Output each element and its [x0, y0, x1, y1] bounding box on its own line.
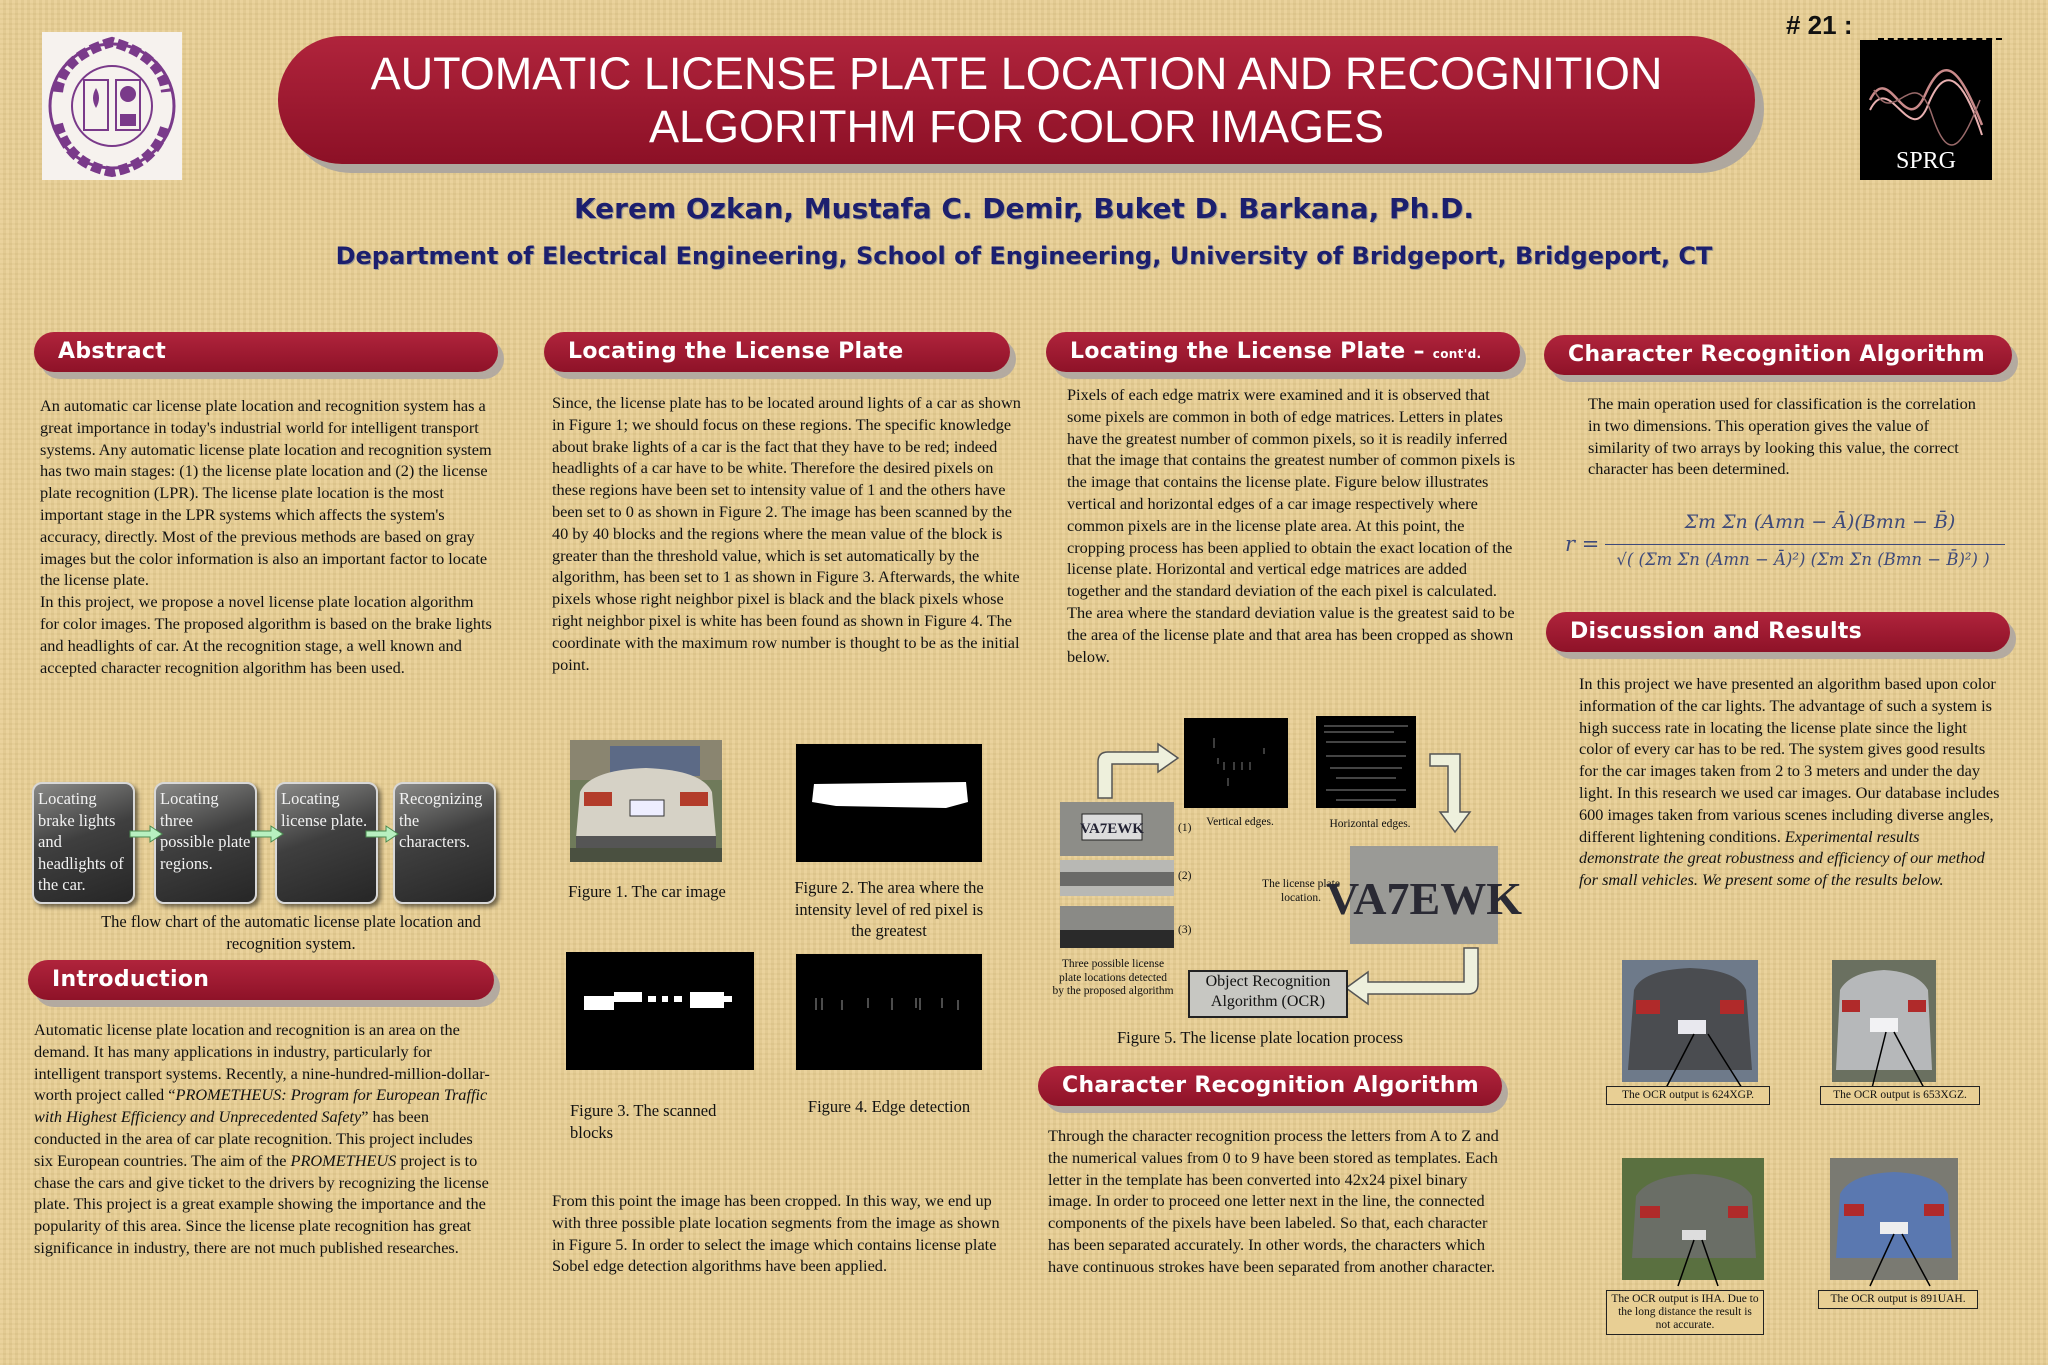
flow-step-2: Locating three possible plate regions.: [154, 782, 257, 904]
char-rec-1-text: The main operation used for classification is the correlation in two dimensions. This operation gives the value of similarity of two arrays by looking this value, the correct character has been determined.: [1588, 394, 1976, 479]
flow-step-3: Locating license plate.: [275, 782, 378, 904]
ocr-result-2: The OCR output is 653XGZ.: [1820, 1086, 1980, 1105]
ocr-result-3: The OCR output is IHA. Due to the long distance the result is not accurate.: [1606, 1290, 1764, 1335]
three-possible-caption: Three possible license plate locations detected by the proposed algorithm: [1052, 958, 1174, 997]
locating-contd-heading: Locating the License Plate – cont'd.: [1046, 332, 1520, 372]
abstract-heading: Abstract: [34, 332, 498, 372]
locating-text: Since, the license plate has to be located around lights of a car as shown in Figure 1; we should focus on these regions. The specific knowledge about brake lights of a car is the fact that they have to be red; indeed headlights of a car have to be white. Therefore the desired pixels on these regions have been set to intensity value of 1 and the others have been set to 0 as shown in Figure 2. The image has been scanned by the 40 by 40 blocks and the regions where the mean value of the block is greater than the threshold value, which is set automatically by the algorithm, has been set to 1 as shown in Figure 3. Afterwards, the white pixels whose right neighbor pixel is black and the black pixels whose right neighbor pixel is white has been found as shown in Figure 4. The coordinate with the maximum row number is thought to be as the initial point.: [552, 393, 1021, 674]
equation-denominator: √( (Σm Σn (Amn − Ā)²) (Σm Σn (Bmn − B̄)²) ): [1616, 550, 1990, 569]
figure-3-scanned-blocks: [566, 952, 754, 1070]
vertical-edges-image: [1184, 718, 1288, 808]
figure-4-caption: Figure 4. Edge detection: [807, 1097, 971, 1116]
correlation-equation: [1565, 508, 2005, 590]
flowchart-caption: The flow chart of the automatic license plate location and recognition system.: [101, 912, 481, 953]
cropped-plate-image: [1326, 846, 1522, 944]
plate-candidate-2: [1060, 860, 1174, 896]
figure-1-car-image: [570, 740, 722, 862]
locating-contd-text: Pixels of each edge matrix were examined and it is observed that some pixels are common in both of edge matrices. Letters in plates have the greatest number of common pixels, so it is readily inferred that the image that contains the greatest number of common pixels is the image that contains the license plate. Figure below illustrates vertical and horizontal edges of a car image respectively where common pixels are in the license plate area. At this point, the cropping process has been applied to obtain the exact location of the license plate. Horizontal and vertical edge matrices are added together and the standard deviation of the each pixel is calculated. The area where the standard deviation value is the greatest said to be the area of the license plate and that area has been cropped as shown below.: [1067, 385, 1516, 666]
figure-5-caption: Figure 5. The license plate location process: [1116, 1028, 1404, 1047]
figure-5-arrow-back-icon: [1344, 948, 1478, 1008]
svg-text:VA7EWK: VA7EWK: [1080, 821, 1144, 837]
flow-arrow-icon: [130, 826, 162, 842]
poster-number: # 21 :: [1786, 10, 1853, 40]
introduction-text: Automatic license plate location and recognition is an area on the demand. It has many applications in industry, particularly for intelligent transport systems. Recently, a nine-hundred-million-dollar-worth project called “PROMETHEUS: Program for European Traffic with Highest Efficiency and Unprecedented Safety” has been conducted in the area of car plate recognition. This project includes six European countries. The aim of the PROMETHEUS project is to chase the cars and give ticket to the drivers by recognizing the license plate. This project is a great example showing the importance and the popularity of this area. Since the license plate recognition has great significance in industry, there are not much published researches.: [34, 1020, 490, 1257]
abstract-text: [40, 395, 496, 678]
affiliation-line: Department of Electrical Engineering, School of Engineering, University of Bridgeport, Bridgeport, CT: [335, 242, 1713, 270]
result-car-3: [1622, 1158, 1764, 1280]
label-3: (3): [1178, 924, 1192, 936]
char-rec-2-text: Through the character recognition process the letters from A to Z and the numerical values from 0 to 9 have been stored as templates. Each letter in the template has been converted into 42x24 pixel binary image. In order to proceed one letter next in the line, the connected components of the pixels have been labeled. So that, each character has been separated accurately. In other words, the characters which have continuous strokes have been separated from another character.: [1048, 1126, 1499, 1276]
flow-arrow-icon: [366, 826, 398, 842]
svg-text:SPRG: SPRG: [1895, 148, 1957, 174]
introduction-heading: Introduction: [28, 960, 494, 1000]
flow-step-4: Recognizing the characters.: [393, 782, 496, 904]
ocr-result-1: The OCR output is 624XGP.: [1606, 1086, 1770, 1105]
flow-arrow-icon: [251, 826, 283, 842]
authors-line: Kerem Ozkan, Mustafa C. Demir, Buket D. Barkana, Ph.D.: [573, 192, 1475, 225]
plate-location-caption: The license plate location.: [1262, 878, 1340, 904]
sprg-waveform-icon: [1860, 40, 1992, 180]
figure-4-edge-detection: [796, 954, 982, 1070]
ocr-box: Object Recognition Algorithm (OCR): [1188, 970, 1348, 1018]
flow-step-1: Locating brake lights and headlights of the car.: [32, 782, 135, 904]
figure-3-caption: Figure 3. The scanned blocks: [570, 1101, 717, 1142]
figure-1-caption: Figure 1. The car image: [568, 882, 726, 901]
poster-title-banner: [278, 36, 1755, 164]
char-rec-2-heading: Character Recognition Algorithm: [1038, 1066, 1502, 1106]
char-rec-1-heading: Character Recognition Algorithm: [1544, 335, 2012, 375]
equation-fraction-bar: [1605, 544, 2005, 545]
equation-lhs: r =: [1565, 532, 1600, 556]
discussion-heading: Discussion and Results: [1546, 612, 2010, 652]
abstract-paragraph-1: An automatic car license plate location and recognition system has a great importance in today's industrial world for intelligent transport systems. Any automatic license plate location and recognition system has two main stages: (1) the license plate location and (2) the license plate recognition (LPR). The license plate location is the most important stage in the LPR systems which affects the system's accuracy, directly. Most of the previous methods are based on gray images but the color information is also an important factor to locate the license plate.: [40, 396, 492, 590]
equation-numerator: Σm Σn (Amn − Ā)(Bmn − B̄): [1684, 511, 1956, 533]
locating-heading: Locating the License Plate: [544, 332, 1010, 372]
figure-5-arrow-down-icon: [1430, 752, 1480, 836]
label-2: (2): [1178, 870, 1192, 882]
abstract-paragraph-2: In this project, we propose a novel license plate location algorithm for color images. The proposed algorithm is based on the brake lights and headlights of car. At the recognition stage, a well known and accepted character recognition algorithm has been used.: [40, 592, 492, 677]
svg-text:VA7EWK: VA7EWK: [1326, 873, 1522, 924]
sprg-logo: [1860, 40, 1992, 180]
figure-5-arrow-up-icon: [1092, 742, 1182, 798]
poster-title-line2: ALGORITHM FOR COLOR IMAGES: [648, 101, 1385, 152]
figure-2-caption: Figure 2. The area where the intensity level of red pixel is the greatest: [794, 878, 984, 940]
university-logo: [42, 32, 182, 180]
discussion-text: In this project we have presented an algorithm based upon color information of the car lights. The advantage of such a system is high success rate in locating the license plate since the light color of every car has to be red. The system gives good results for the car images taken from 2 to 3 meters and under the day light. In this research we used car images. Our database includes 600 images taken from various scenes including diverse angles, different lightening conditions. Experimental results demonstrate the great robustness and efficiency of our method for small vehicles. We present some of the results below.: [1579, 674, 2000, 890]
vertical-edges-caption: Vertical edges.: [1206, 816, 1274, 828]
figure-2-red-pixel-mask: [796, 744, 982, 862]
horizontal-edges-caption: Horizontal edges.: [1329, 818, 1411, 830]
locating-text-2: From this point the image has been cropped. In this way, we end up with three possible plate location segments from the image as shown in Figure 5. In order to select the image which contains license plate Sobel edge detection algorithms have been applied.: [552, 1191, 1000, 1276]
result-car-2: [1832, 960, 1936, 1082]
result-car-1: [1622, 960, 1758, 1082]
plate-candidate-3: [1060, 906, 1174, 948]
plate-candidate-1: [1060, 802, 1174, 856]
horizontal-edges-image: [1316, 716, 1416, 808]
university-seal-icon: [42, 32, 182, 180]
ocr-result-4: The OCR output is 891UAH.: [1818, 1290, 1978, 1309]
poster-title-line1: AUTOMATIC LICENSE PLATE LOCATION AND RECOGNITION: [370, 48, 1663, 99]
label-1: (1): [1178, 822, 1192, 834]
result-car-4: [1830, 1158, 1958, 1280]
